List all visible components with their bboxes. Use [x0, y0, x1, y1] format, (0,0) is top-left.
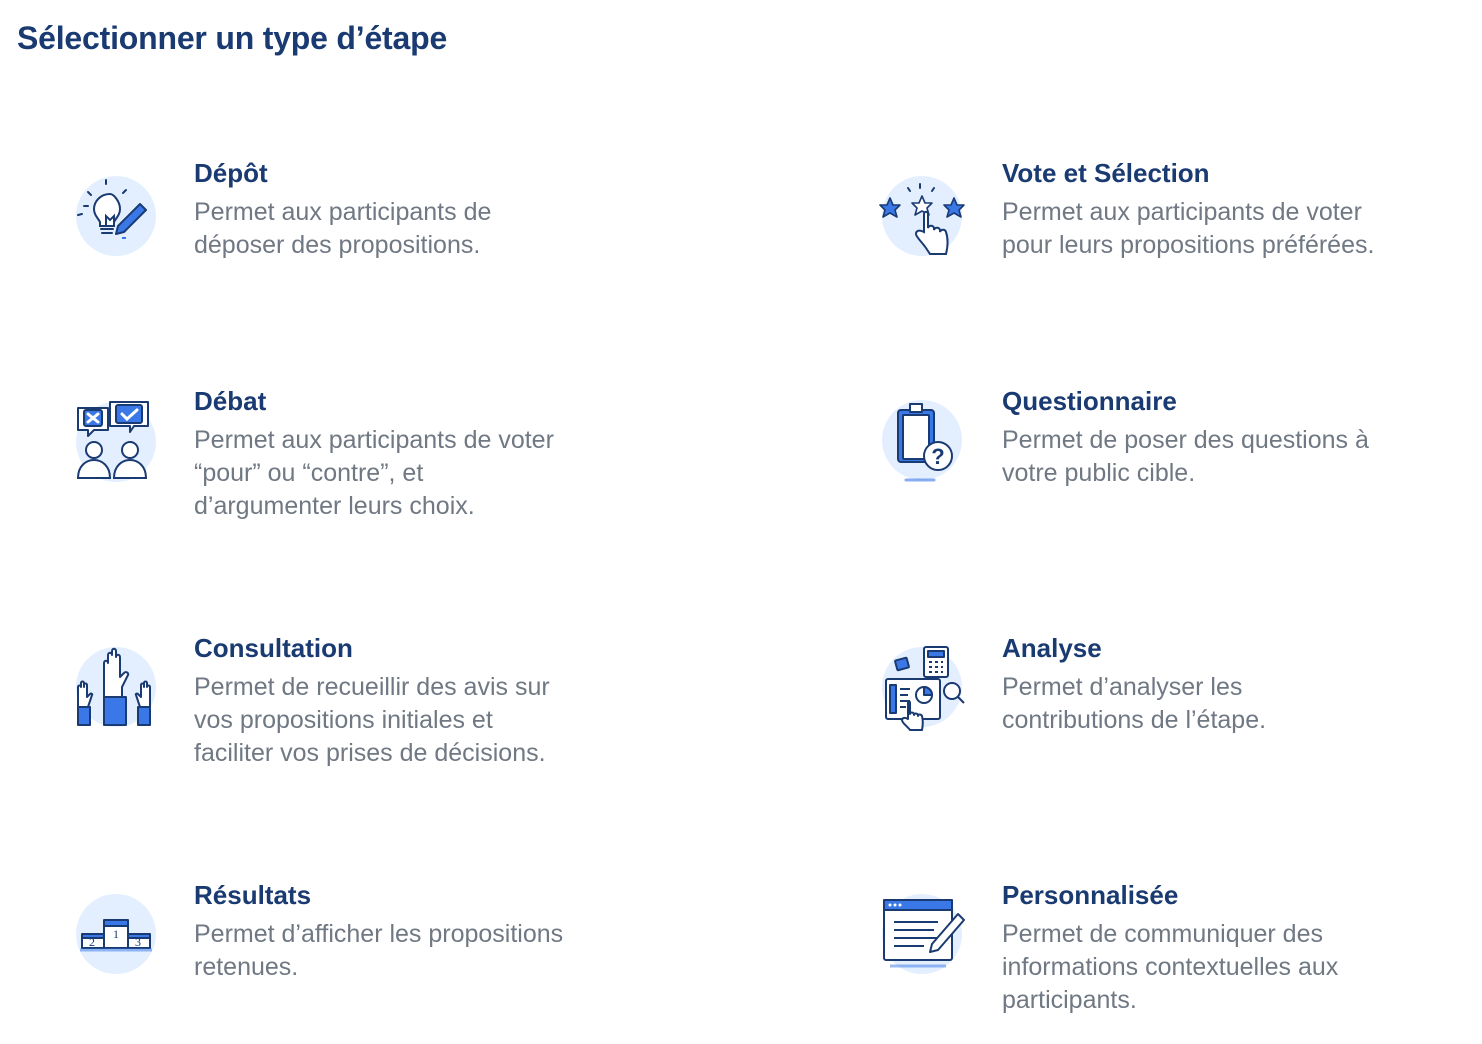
step-type-description: Permet aux participants de voter “pour” ou “contre”, et d’argumenter leurs choix. — [194, 426, 554, 520]
step-type-vote-selection[interactable] — [878, 158, 1468, 278]
step-type-description: Permet de recueillir des avis sur vos propositions initiales et faciliter vos prises de décisions. — [194, 673, 550, 767]
svg-text:?: ? — [931, 444, 945, 469]
step-type-description: Permet aux participants de voter pour leurs propositions préférées. — [1002, 198, 1375, 259]
step-type-title: Consultation — [194, 633, 353, 663]
svg-text:1: 1 — [113, 927, 119, 941]
step-type-title: Résultats — [194, 880, 312, 910]
step-type-title: Débat — [194, 386, 267, 416]
svg-text:3: 3 — [135, 935, 141, 949]
step-type-description: Permet aux participants de déposer des propositions. — [194, 198, 492, 259]
step-type-personnalisee[interactable] — [878, 880, 1468, 1030]
lightbulb-pencil-icon — [70, 170, 162, 262]
step-type-questionnaire[interactable] — [878, 386, 1468, 506]
questionnaire-icon — [878, 398, 970, 490]
analysis-icon — [878, 641, 970, 733]
debate-icon — [70, 396, 162, 488]
step-type-title: Analyse — [1002, 633, 1102, 663]
svg-text:2: 2 — [89, 935, 95, 949]
step-type-title: Personnalisée — [1002, 880, 1179, 910]
stars-vote-icon — [878, 170, 970, 262]
custom-page-icon — [878, 888, 970, 980]
step-type-title: Dépôt — [194, 158, 268, 188]
step-type-debat[interactable] — [70, 386, 670, 536]
step-type-title: Questionnaire — [1002, 386, 1177, 416]
step-type-consultation[interactable] — [70, 633, 670, 783]
step-type-description: Permet d’afficher les propositions retenues. — [194, 920, 564, 981]
step-type-description: Permet de poser des questions à votre public cible. — [1002, 426, 1369, 487]
raised-hands-icon — [70, 641, 162, 733]
step-type-title: Vote et Sélection — [1002, 158, 1210, 188]
step-type-depot[interactable] — [70, 158, 670, 278]
step-type-description: Permet d’analyser les contributions de l’étape. — [1002, 673, 1267, 734]
step-type-analyse[interactable] — [878, 633, 1468, 753]
step-type-resultats[interactable] — [70, 880, 670, 1000]
podium-icon — [70, 888, 162, 980]
step-type-description: Permet de communiquer des informations contextuelles aux participants. — [1002, 920, 1339, 1014]
page-title: Sélectionner un type d’étape — [17, 20, 448, 56]
